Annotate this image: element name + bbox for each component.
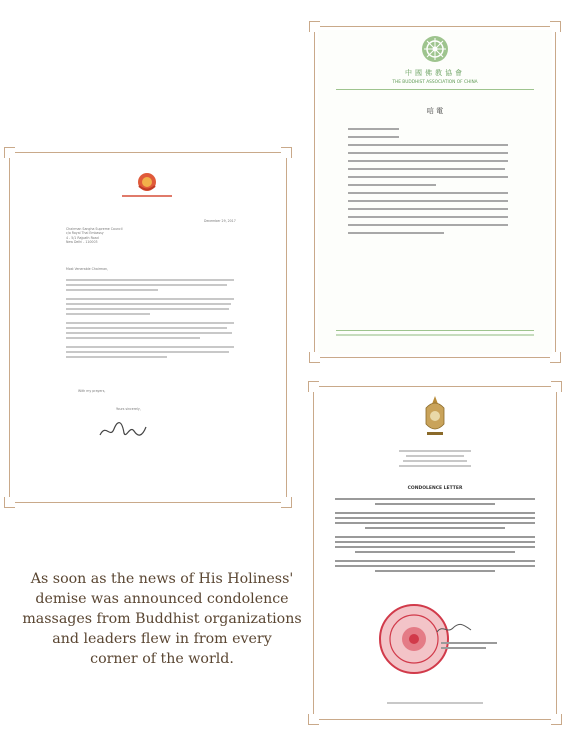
- china-letter-frame: [314, 26, 556, 358]
- china-letter-body: [348, 128, 508, 240]
- china-footer-text: [336, 334, 534, 336]
- letter-date: December 29, 2017: [204, 219, 236, 223]
- china-header-rule: [336, 89, 534, 90]
- cambodia-letter-frame: [313, 386, 557, 720]
- left-letter-frame: [9, 152, 287, 503]
- caption-line: massages from Buddhist organizations: [22, 611, 302, 627]
- letterhead-text: [122, 195, 172, 197]
- china-subject: 唁 電: [426, 107, 444, 115]
- signature-icon: [435, 622, 475, 636]
- letter-closing: With my prayers,: [78, 389, 106, 393]
- dharma-wheel-icon: [420, 34, 450, 64]
- royal-crest-icon: [418, 394, 452, 442]
- letter-body: [66, 279, 234, 361]
- cambodia-letter-body: [335, 498, 535, 575]
- china-org-name-en: THE BUDDHIST ASSOCIATION OF CHINA: [392, 80, 478, 85]
- caption-line: and leaders flew in from every: [52, 631, 272, 647]
- letter-signoff: Yours sincerely,: [116, 407, 141, 411]
- caption-line: demise was announced condolence: [35, 591, 289, 607]
- letter-salutation: Most Venerable Chairman,: [66, 267, 109, 271]
- cambodia-footer-text: [387, 702, 483, 704]
- red-emblem-icon: [136, 171, 158, 193]
- cambodia-letterhead: [399, 450, 471, 470]
- cambodian-patriarch-letter: [317, 390, 553, 716]
- caption-line: As soon as the news of His Holiness': [30, 571, 294, 587]
- china-footer-rule: [336, 330, 534, 331]
- red-seal-icon: [377, 602, 451, 676]
- caption: [22, 569, 302, 669]
- signature-icon: [98, 419, 148, 441]
- cambodia-signature-block: [441, 642, 497, 652]
- china-org-name: 中國佛教協會: [405, 69, 465, 77]
- letter-address: Chairman Sangha Supreme Council c/o Royal Thai Embassy 4 - 5/1 Rajpath Road New Delhi - 110003: [66, 227, 123, 245]
- caption-line: corner of the world.: [90, 651, 234, 667]
- dalai-lama-condolence-letter: [36, 167, 260, 485]
- buddhist-association-china-letter: [318, 30, 552, 354]
- condolence-heading: CONDOLENCE LETTER: [407, 486, 463, 491]
